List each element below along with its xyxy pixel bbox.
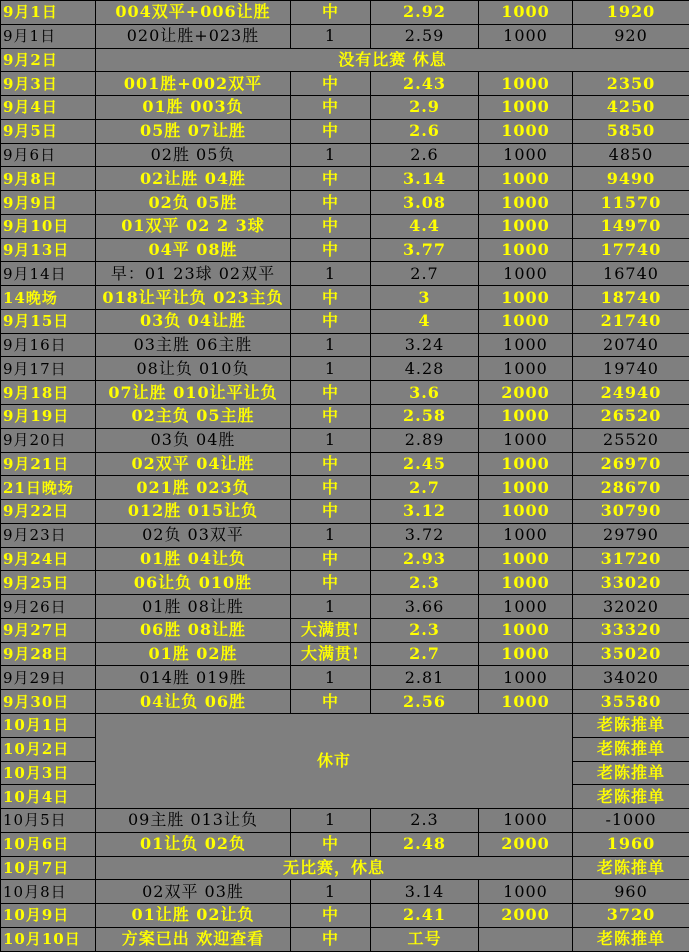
balance-cell: 19740	[573, 357, 689, 381]
date-cell: 9月1日	[1, 24, 96, 48]
stake-cell: 1000	[479, 666, 573, 690]
table-row	[1, 880, 689, 904]
match-cell: 01胜 003负	[96, 96, 291, 120]
table-row	[1, 405, 689, 429]
odds-cell: 2.3	[371, 571, 479, 595]
stake-cell: 1000	[479, 571, 573, 595]
stake-cell: 1000	[479, 214, 573, 238]
table-row	[1, 262, 689, 286]
odds-cell: 2.3	[371, 809, 479, 833]
date-cell: 9月30日	[1, 690, 96, 714]
balance-cell: 35020	[573, 642, 689, 666]
date-cell: 9月3日	[1, 72, 96, 96]
table-row	[1, 167, 689, 191]
odds-cell: 2.7	[371, 262, 479, 286]
table-row	[1, 48, 689, 72]
date-cell: 9月18日	[1, 381, 96, 405]
odds-cell: 2.59	[371, 24, 479, 48]
match-cell: 02负 03双平	[96, 523, 291, 547]
match-cell: 03负 04让胜	[96, 309, 291, 333]
date-cell: 10月10日	[1, 927, 96, 951]
date-cell: 10月1日	[1, 713, 96, 737]
date-cell: 9月24日	[1, 547, 96, 571]
balance-cell: 3720	[573, 904, 689, 928]
table-row	[1, 452, 689, 476]
table-row	[1, 286, 689, 310]
table-row	[1, 214, 689, 238]
stake-cell: 1000	[479, 523, 573, 547]
odds-cell: 工号	[371, 927, 479, 951]
balance-cell: 34020	[573, 666, 689, 690]
odds-cell: 3.14	[371, 880, 479, 904]
result-cell: 中	[291, 405, 371, 429]
date-cell: 9月27日	[1, 618, 96, 642]
table-row	[1, 357, 689, 381]
odds-cell: 4.4	[371, 214, 479, 238]
odds-cell: 4.28	[371, 357, 479, 381]
balance-cell: 老陈推单	[573, 856, 689, 880]
odds-cell: 2.48	[371, 832, 479, 856]
result-cell: 大满贯!	[291, 618, 371, 642]
balance-cell: 18740	[573, 286, 689, 310]
table-row	[1, 690, 689, 714]
stake-cell	[479, 927, 573, 951]
table-row	[1, 904, 689, 928]
table-row	[1, 595, 689, 619]
odds-cell: 2.89	[371, 428, 479, 452]
odds-cell: 2.9	[371, 96, 479, 120]
table-row	[1, 191, 689, 215]
balance-cell: 14970	[573, 214, 689, 238]
balance-cell: 26520	[573, 405, 689, 429]
date-cell: 10月7日	[1, 856, 96, 880]
stake-cell: 1000	[479, 452, 573, 476]
match-cell: 04平 08胜	[96, 238, 291, 262]
balance-cell: 老陈推单	[573, 737, 689, 761]
balance-cell: 16740	[573, 262, 689, 286]
stake-cell: 1000	[479, 428, 573, 452]
result-cell: 中	[291, 96, 371, 120]
stake-cell: 1000	[479, 191, 573, 215]
table-row	[1, 547, 689, 571]
balance-cell: 29790	[573, 523, 689, 547]
date-cell: 10月2日	[1, 737, 96, 761]
match-cell: 01胜 04让负	[96, 547, 291, 571]
date-cell: 9月21日	[1, 452, 96, 476]
result-cell: 中	[291, 309, 371, 333]
match-cell: 02胜 05负	[96, 143, 291, 167]
date-cell: 10月3日	[1, 761, 96, 785]
date-cell: 10月4日	[1, 785, 96, 809]
date-cell: 9月13日	[1, 238, 96, 262]
balance-cell: 4250	[573, 96, 689, 120]
match-cell: 02双平 04让胜	[96, 452, 291, 476]
result-cell: 1	[291, 24, 371, 48]
balance-cell: 25520	[573, 428, 689, 452]
result-cell: 中	[291, 547, 371, 571]
result-cell: 中	[291, 904, 371, 928]
match-cell: 早：01 23球 02双平	[96, 262, 291, 286]
result-cell: 中	[291, 1, 371, 25]
stake-cell: 1000	[479, 690, 573, 714]
result-cell: 中	[291, 286, 371, 310]
stake-cell: 1000	[479, 357, 573, 381]
date-cell: 9月6日	[1, 143, 96, 167]
stake-cell: 1000	[479, 24, 573, 48]
result-cell: 1	[291, 333, 371, 357]
odds-cell: 2.43	[371, 72, 479, 96]
table-row	[1, 72, 689, 96]
match-cell: 05胜 07让胜	[96, 119, 291, 143]
odds-cell: 2.45	[371, 452, 479, 476]
match-cell: 03主胜 06主胜	[96, 333, 291, 357]
odds-cell: 2.56	[371, 690, 479, 714]
balance-cell: -1000	[573, 809, 689, 833]
odds-cell: 2.3	[371, 618, 479, 642]
match-cell: 09主胜 013让负	[96, 809, 291, 833]
result-cell: 1	[291, 262, 371, 286]
balance-cell: 1920	[573, 1, 689, 25]
date-cell: 9月1日	[1, 1, 96, 25]
table-row	[1, 523, 689, 547]
table-row	[1, 1, 689, 25]
match-cell: 08让负 010负	[96, 357, 291, 381]
balance-cell: 1960	[573, 832, 689, 856]
match-cell: 001胜+002双平	[96, 72, 291, 96]
stake-cell: 1000	[479, 618, 573, 642]
table-row	[1, 24, 689, 48]
match-cell: 01让胜 02让负	[96, 904, 291, 928]
date-cell: 9月15日	[1, 309, 96, 333]
stake-cell: 1000	[479, 286, 573, 310]
match-cell: 021胜 023负	[96, 476, 291, 500]
date-cell: 10月6日	[1, 832, 96, 856]
odds-cell: 3.24	[371, 333, 479, 357]
table-row	[1, 927, 689, 951]
result-cell: 中	[291, 381, 371, 405]
table-row	[1, 333, 689, 357]
stake-cell: 1000	[479, 262, 573, 286]
match-cell: 方案已出 欢迎查看	[96, 927, 291, 951]
match-cell: 020让胜+023胜	[96, 24, 291, 48]
result-cell: 中	[291, 832, 371, 856]
date-cell: 21日晚场	[1, 476, 96, 500]
date-cell: 10月8日	[1, 880, 96, 904]
table-row	[1, 618, 689, 642]
match-cell: 02双平 03胜	[96, 880, 291, 904]
match-cell: 01双平 02 2 3球	[96, 214, 291, 238]
odds-cell: 3.72	[371, 523, 479, 547]
table-row	[1, 143, 689, 167]
table-row	[1, 96, 689, 120]
date-cell: 9月26日	[1, 595, 96, 619]
table-row	[1, 238, 689, 262]
date-cell: 9月9日	[1, 191, 96, 215]
balance-cell: 4850	[573, 143, 689, 167]
table-row	[1, 309, 689, 333]
stake-cell: 2000	[479, 904, 573, 928]
stake-cell: 1000	[479, 96, 573, 120]
date-cell: 9月28日	[1, 642, 96, 666]
stake-cell: 1000	[479, 476, 573, 500]
stake-cell: 2000	[479, 381, 573, 405]
stake-cell: 1000	[479, 500, 573, 524]
date-cell: 9月22日	[1, 500, 96, 524]
table-row	[1, 381, 689, 405]
odds-cell: 3.14	[371, 167, 479, 191]
match-cell: 02主负 05主胜	[96, 405, 291, 429]
odds-cell: 4	[371, 309, 479, 333]
balance-cell: 20740	[573, 333, 689, 357]
stake-cell: 1000	[479, 167, 573, 191]
match-cell: 02负 05胜	[96, 191, 291, 215]
match-cell: 004双平+006让胜	[96, 1, 291, 25]
odds-cell: 2.6	[371, 119, 479, 143]
result-cell: 中	[291, 927, 371, 951]
balance-cell: 11570	[573, 191, 689, 215]
balance-cell: 33320	[573, 618, 689, 642]
table-row	[1, 809, 689, 833]
table-row	[1, 666, 689, 690]
date-cell: 9月5日	[1, 119, 96, 143]
date-cell: 9月20日	[1, 428, 96, 452]
odds-cell: 2.58	[371, 405, 479, 429]
match-cell: 07让胜 010让平让负	[96, 381, 291, 405]
odds-cell: 2.7	[371, 642, 479, 666]
balance-cell: 17740	[573, 238, 689, 262]
match-cell: 02让胜 04胜	[96, 167, 291, 191]
table-body	[1, 1, 689, 952]
table-row	[1, 832, 689, 856]
match-cell: 01胜 02胜	[96, 642, 291, 666]
stake-cell: 1000	[479, 238, 573, 262]
balance-cell: 31720	[573, 547, 689, 571]
match-cell: 06胜 08让胜	[96, 618, 291, 642]
result-cell: 1	[291, 143, 371, 167]
result-cell: 中	[291, 191, 371, 215]
balance-cell: 960	[573, 880, 689, 904]
result-cell: 大满贯!	[291, 642, 371, 666]
date-cell: 9月14日	[1, 262, 96, 286]
match-cell: 018让平让负 023主负	[96, 286, 291, 310]
balance-cell: 28670	[573, 476, 689, 500]
date-cell: 9月16日	[1, 333, 96, 357]
date-cell: 10月5日	[1, 809, 96, 833]
match-cell: 012胜 015让负	[96, 500, 291, 524]
date-cell: 9月8日	[1, 167, 96, 191]
balance-cell: 9490	[573, 167, 689, 191]
balance-cell: 老陈推单	[573, 785, 689, 809]
result-cell: 1	[291, 428, 371, 452]
date-cell: 9月29日	[1, 666, 96, 690]
result-cell: 1	[291, 595, 371, 619]
match-cell: 014胜 019胜	[96, 666, 291, 690]
stake-cell: 1000	[479, 405, 573, 429]
match-cell: 01胜 08让胜	[96, 595, 291, 619]
stake-cell: 1000	[479, 809, 573, 833]
date-cell: 14晚场	[1, 286, 96, 310]
table-row	[1, 571, 689, 595]
balance-cell: 2350	[573, 72, 689, 96]
result-cell: 1	[291, 666, 371, 690]
balance-cell: 920	[573, 24, 689, 48]
match-cell: 06让负 010胜	[96, 571, 291, 595]
result-cell: 中	[291, 72, 371, 96]
date-cell: 9月23日	[1, 523, 96, 547]
balance-cell: 5850	[573, 119, 689, 143]
stake-cell: 1000	[479, 72, 573, 96]
date-cell: 10月9日	[1, 904, 96, 928]
date-cell: 9月10日	[1, 214, 96, 238]
odds-cell: 3.12	[371, 500, 479, 524]
result-cell: 中	[291, 238, 371, 262]
date-cell: 9月19日	[1, 405, 96, 429]
result-cell: 中	[291, 167, 371, 191]
result-cell: 1	[291, 809, 371, 833]
date-cell: 9月2日	[1, 48, 96, 72]
table-row	[1, 500, 689, 524]
stake-cell: 2000	[479, 832, 573, 856]
balance-cell: 26970	[573, 452, 689, 476]
result-cell: 中	[291, 214, 371, 238]
result-cell: 中	[291, 500, 371, 524]
table-row	[1, 642, 689, 666]
odds-cell: 3.6	[371, 381, 479, 405]
balance-cell: 老陈推单	[573, 761, 689, 785]
result-cell: 中	[291, 690, 371, 714]
odds-cell: 3.77	[371, 238, 479, 262]
odds-cell: 3	[371, 286, 479, 310]
table-row	[1, 713, 689, 737]
balance-cell: 老陈推单	[573, 713, 689, 737]
table-row	[1, 476, 689, 500]
match-cell: 04让负 06胜	[96, 690, 291, 714]
stake-cell: 1000	[479, 642, 573, 666]
stake-cell: 1000	[479, 595, 573, 619]
table-row	[1, 428, 689, 452]
result-cell: 中	[291, 452, 371, 476]
result-cell: 1	[291, 880, 371, 904]
result-cell: 1	[291, 357, 371, 381]
odds-cell: 2.41	[371, 904, 479, 928]
result-cell: 1	[291, 523, 371, 547]
rest-day-cell: 没有比赛 休息	[96, 48, 689, 72]
stake-cell: 1000	[479, 547, 573, 571]
stake-cell: 1000	[479, 1, 573, 25]
balance-cell: 24940	[573, 381, 689, 405]
balance-cell: 30790	[573, 500, 689, 524]
balance-cell: 32020	[573, 595, 689, 619]
rest-day-cell: 无比赛，休息	[96, 856, 573, 880]
odds-cell: 2.81	[371, 666, 479, 690]
match-cell: 01让负 02负	[96, 832, 291, 856]
date-cell: 9月25日	[1, 571, 96, 595]
result-cell: 中	[291, 119, 371, 143]
match-cell: 03负 04胜	[96, 428, 291, 452]
odds-cell: 2.6	[371, 143, 479, 167]
result-cell: 中	[291, 571, 371, 595]
stake-cell: 1000	[479, 880, 573, 904]
odds-cell: 2.92	[371, 1, 479, 25]
date-cell: 9月17日	[1, 357, 96, 381]
balance-cell: 33020	[573, 571, 689, 595]
odds-cell: 3.66	[371, 595, 479, 619]
balance-cell: 老陈推单	[573, 927, 689, 951]
balance-cell: 35580	[573, 690, 689, 714]
stake-cell: 1000	[479, 333, 573, 357]
market-closed-cell: 休市	[96, 713, 573, 808]
table-row	[1, 856, 689, 880]
stake-cell: 1000	[479, 119, 573, 143]
stake-cell: 1000	[479, 143, 573, 167]
result-cell: 中	[291, 476, 371, 500]
stake-cell: 1000	[479, 309, 573, 333]
odds-cell: 2.93	[371, 547, 479, 571]
balance-cell: 21740	[573, 309, 689, 333]
table-row	[1, 119, 689, 143]
odds-cell: 2.7	[371, 476, 479, 500]
odds-cell: 3.08	[371, 191, 479, 215]
date-cell: 9月4日	[1, 96, 96, 120]
